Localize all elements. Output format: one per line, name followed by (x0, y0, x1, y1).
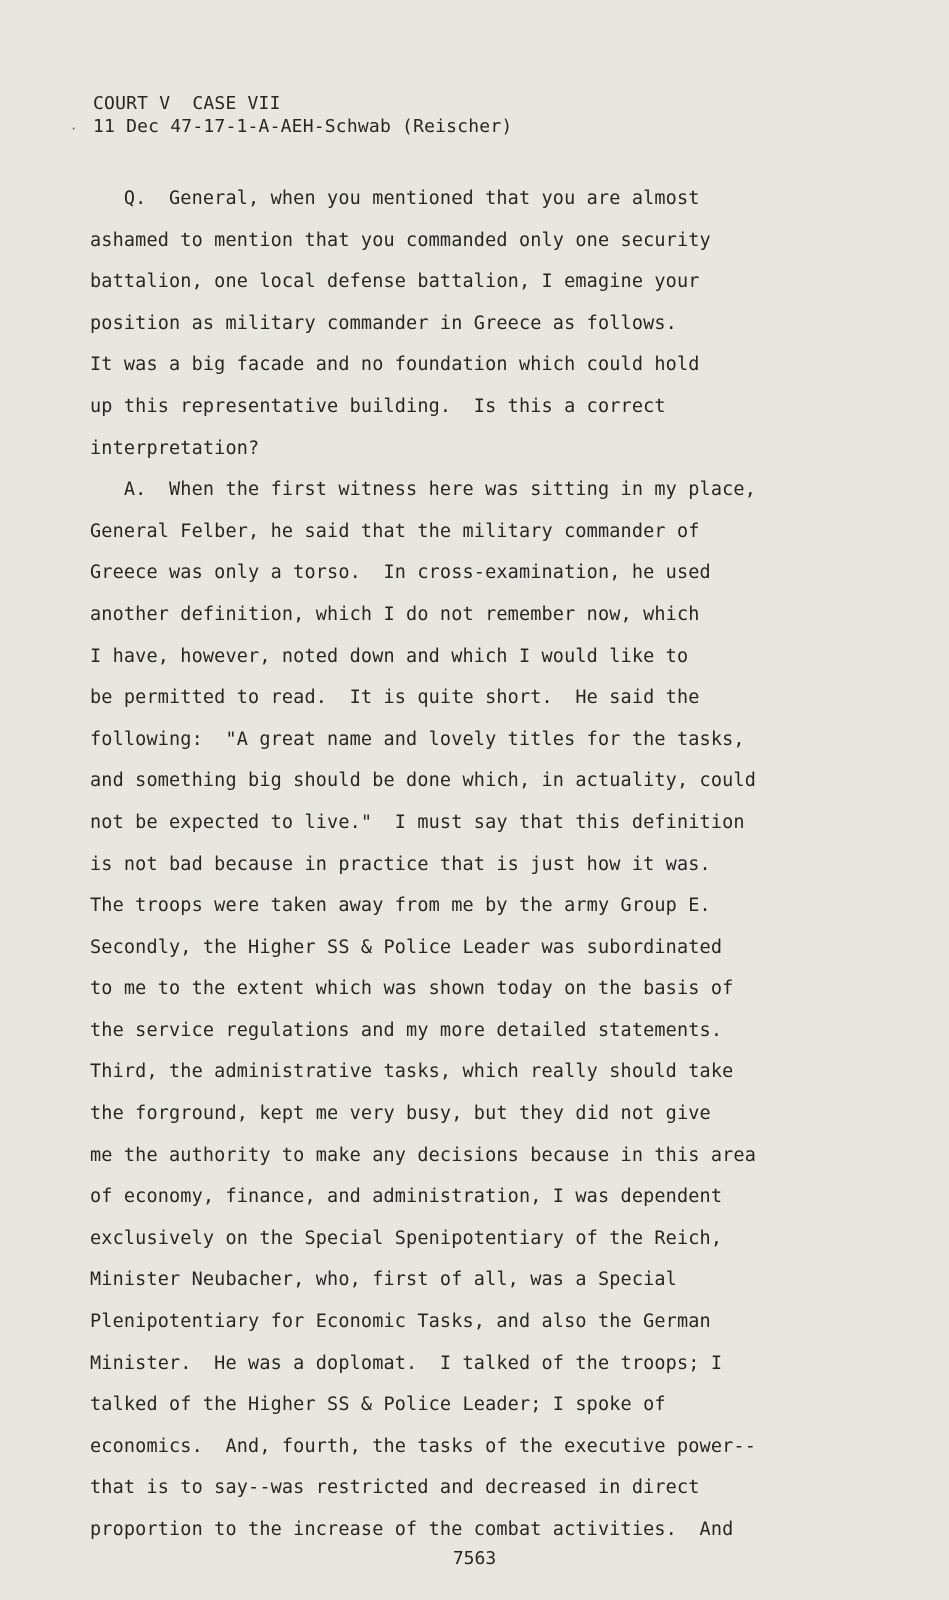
transcript-line: Minister. He was a doplomat. I talked of the troops; I (90, 1352, 723, 1374)
transcript-line: economics. And, fourth, the tasks of the executive power-- (90, 1435, 756, 1457)
transcript-line: is not bad because in practice that is just how it was. (90, 853, 711, 875)
transcript-line: up this representative building. Is this a correct (90, 395, 666, 417)
transcript-line: me the authority to make any decisions because in this area (90, 1144, 756, 1166)
transcript-line: It was a big facade and no foundation which could hold (90, 354, 700, 376)
transcript-body (90, 178, 920, 1551)
transcript-line: to me to the extent which was shown today on the basis of (90, 978, 734, 1000)
transcript-line: that is to say--was restricted and decreased in direct (90, 1477, 700, 1499)
session-reference-line: 11 Dec 47-17-1-A-AEH-Schwab (Reischer) (93, 116, 513, 137)
transcript-line: Plenipotentiary for Economic Tasks, and also the German (90, 1311, 711, 1333)
transcript-line: ashamed to mention that you commanded only one security (90, 229, 711, 251)
margin-dot: · (70, 122, 78, 136)
transcript-line: Minister Neubacher, who, first of all, was a Special (90, 1269, 677, 1291)
transcript-line: Greece was only a torso. In cross-examination, he used (90, 562, 711, 584)
transcript-line: another definition, which I do not remember now, which (90, 603, 700, 625)
transcript-line: Secondly, the Higher SS & Police Leader was subordinated (90, 936, 723, 958)
transcript-line: exclusively on the Special Spenipotentiary of the Reich, (90, 1227, 723, 1249)
transcript-line: the forground, kept me very busy, but they did not give (90, 1103, 711, 1125)
transcript-line: The troops were taken away from me by the army Group E. (90, 895, 711, 917)
transcript-line: interpretation? (90, 437, 260, 459)
transcript-line: the service regulations and my more detailed statements. (90, 1019, 723, 1041)
page-number: 7563 (452, 1548, 497, 1569)
transcript-line: Q. General, when you mentioned that you are almost (90, 188, 700, 209)
document-header (93, 92, 512, 138)
transcript-line: following: "A great name and lovely titles for the tasks, (90, 728, 745, 750)
transcript-line: Third, the administrative tasks, which really should take (90, 1061, 734, 1083)
transcript-line: position as military commander in Greece as follows. (90, 312, 677, 334)
transcript-line: talked of the Higher SS & Police Leader; I spoke of (90, 1394, 666, 1416)
transcript-line: General Felber, he said that the military commander of (90, 520, 700, 542)
court-case-line: COURT V CASE VII (93, 93, 281, 114)
transcript-line: not be expected to live." I must say that this definition (90, 811, 745, 833)
transcript-line: proportion to the increase of the combat activities. And (90, 1519, 734, 1540)
transcript-line: battalion, one local defense battalion, I emagine your (90, 271, 700, 293)
transcript-line: be permitted to read. It is quite short. He said the (90, 687, 700, 709)
transcript-line: A. When the first witness here was sitting in my place, (90, 479, 756, 501)
transcript-line: and something big should be done which, in actuality, could (90, 770, 756, 792)
transcript-line: I have, however, noted down and which I would like to (90, 645, 689, 667)
transcript-line: of economy, finance, and administration, I was dependent (90, 1186, 723, 1208)
